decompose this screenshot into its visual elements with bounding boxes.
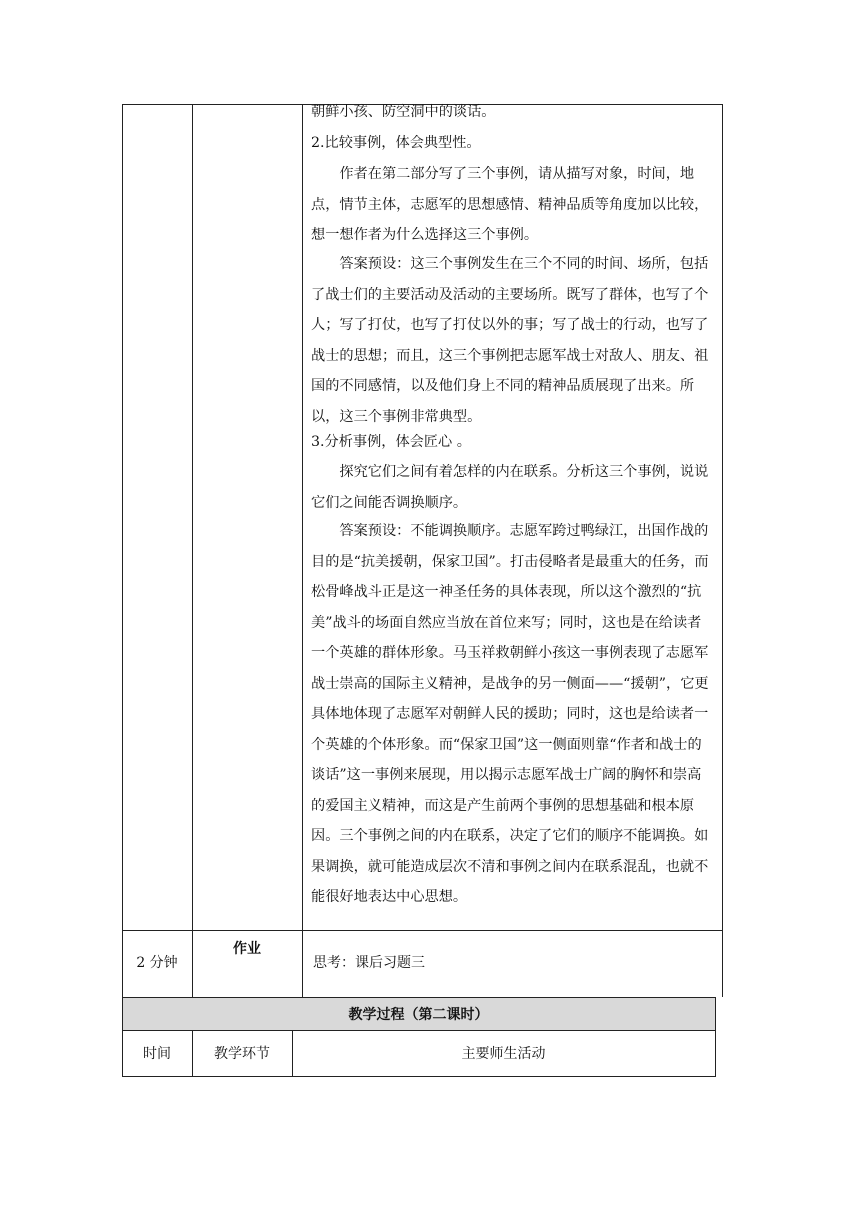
homework-stage: 作业	[233, 941, 261, 957]
content-paragraph: 2.比较事例，体会典型性。	[311, 135, 481, 151]
header-activity: 主要师生活动	[461, 1046, 546, 1062]
table-border-left	[122, 104, 123, 997]
table-row-divider	[122, 930, 723, 931]
lower-table-border-bottom	[122, 1076, 715, 1077]
content-paragraph: 答案预设：这三个事例发生在三个不同的时间、场所，包括了战士们的主要活动及活动的主要场所。既写了群体，也写了个人；写了打仗，也写了打仗以外的事；写了战士的行动，也写了战士的思想；而且，这三个事例把志愿军战士对敌人、朋友、祖国的不同感情，以及他们身上不同的精神品质展现了出来。所以，这三个事例非常典型。	[311, 256, 709, 425]
table-border-col2	[302, 104, 303, 997]
lower-table-title: 教学过程（第二课时）	[348, 1007, 489, 1023]
header-stage: 教学环节	[214, 1046, 270, 1062]
content-paragraph: 答案预设：不能调换顺序。志愿军跨过鸭绿江，出国作战的目的是“抗美援朝，保家卫国”。打击侵略者是最重大的任务，而松骨峰战斗正是这一神圣任务的具体表现，所以这个激烈的“抗美”战斗的场面自然应当放在首位来写；同时，这也是在给读者一个英雄的群体形象。马玉祥救朝鲜小孩这一事例表现了志愿军战士崇高的国际主义精神，是战争的另一侧面——“援朝”，它更具体地体现了志愿军对朝鲜人民的援助；同时，这也是给读者一个英雄的个体形象。而“保家卫国”这一侧面则靠“作者和战士的谈话”这一事例来展现，用以揭示志愿军战士广阔的胸怀和崇高的爱国主义精神，而这是产生前两个事例的思想基础和根本原因。三个事例之间的内在联系，决定了它们的顺序不能调换。如果调换，就可能造成层次不清和事例之间内在联系混乱，也就不能很好地表达中心思想。	[311, 523, 709, 905]
lower-table-border-top	[122, 997, 715, 998]
table-border-right	[722, 104, 723, 997]
homework-activity: 思考：课后习题三	[313, 955, 425, 971]
lower-table-title-divider	[122, 1030, 715, 1031]
header-time: 时间	[143, 1046, 171, 1062]
table-border-col1	[192, 104, 193, 997]
content-paragraph: 探究它们之间有着怎样的内在联系。分析这三个事例，说说它们之间能否调换顺序。	[311, 464, 709, 511]
homework-time: 2 分钟	[136, 955, 178, 971]
content-paragraph: 朝鲜小孩、防空洞中的谈话。	[311, 104, 496, 120]
content-paragraph: 作者在第二部分写了三个事例，请从描写对象，时间，地点，情节主体，志愿军的思想感情、精神品质等角度加以比较，想一想作者为什么选择这三个事例。	[311, 166, 709, 243]
content-paragraph: 3.分析事例，体会匠心 。	[311, 434, 471, 450]
lower-table-border-right	[715, 997, 716, 1077]
